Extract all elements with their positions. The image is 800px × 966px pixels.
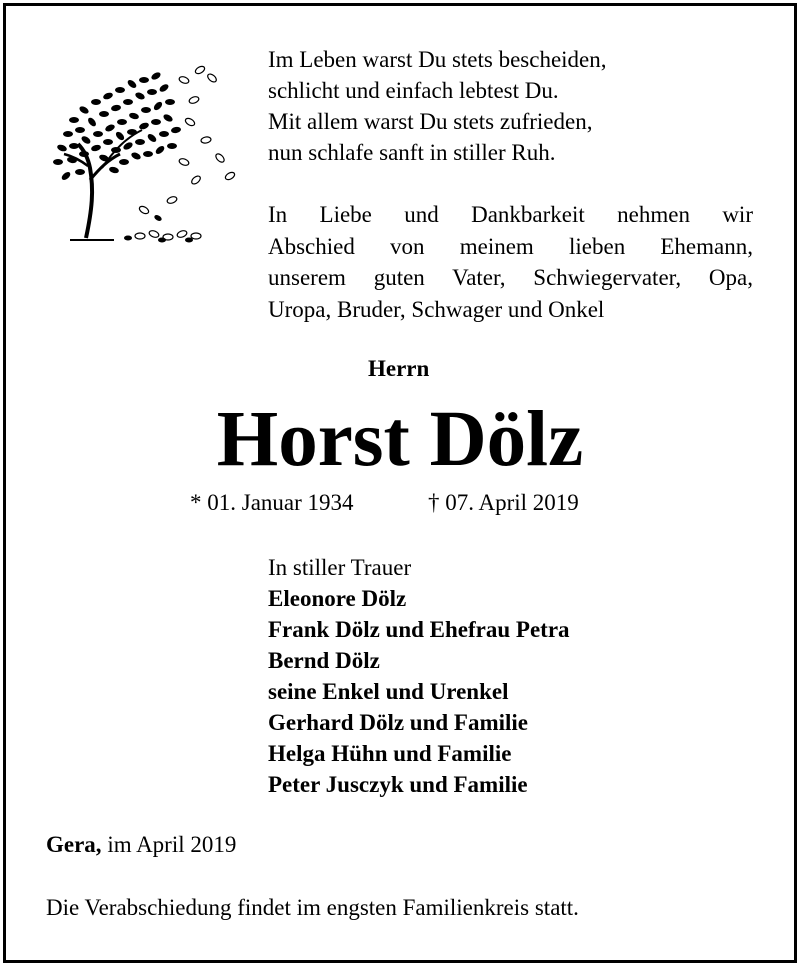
intro-line: In Liebe und Dankbarkeit nehmen wir [268,202,753,227]
intro-text [268,199,753,325]
mourner: Bernd Dölz [268,648,380,673]
poem-line: Im Leben warst Du stets bescheiden, [268,47,607,72]
deceased-name: Horst Dölz [216,396,584,483]
salutation: Herrn [368,356,430,381]
poem-line: schlicht und einfach lebtest Du. [268,78,559,103]
mourner: Gerhard Dölz und Familie [268,710,529,735]
poem [268,44,607,168]
mourner: Eleonore Dölz [268,586,407,611]
death-date: † 07. April 2019 [428,490,579,515]
mourning-intro: In stiller Trauer [268,555,412,580]
tree-with-falling-leaves-icon [44,50,244,250]
poem-line: Mit allem warst Du stets zufrieden, [268,109,593,134]
intro-line: Abschied von meinem lieben Ehemann, [268,233,753,259]
farewell-note: Die Verabschiedung findet im engsten Familienkreis statt. [46,895,579,920]
mourner: Helga Hühn und Familie [268,741,512,766]
mourner: Peter Jusczyk und Familie [268,772,528,797]
intro-line: Uropa, Bruder, Schwager und Onkel [268,296,605,322]
mourners-block [268,552,570,800]
place-date [46,832,236,858]
birth-date: * 01. Januar 1934 [190,490,354,515]
mourner: Frank Dölz und Ehefrau Petra [268,617,570,642]
mourner: seine Enkel und Urenkel [268,679,509,704]
place-name: Gera, [46,832,102,857]
intro-line: unserem guten Vater, Schwiegervater, Opa, [268,265,753,290]
poem-line: nun schlafe sanft in stiller Ruh. [268,140,556,165]
place-date-text: im April 2019 [107,832,237,857]
